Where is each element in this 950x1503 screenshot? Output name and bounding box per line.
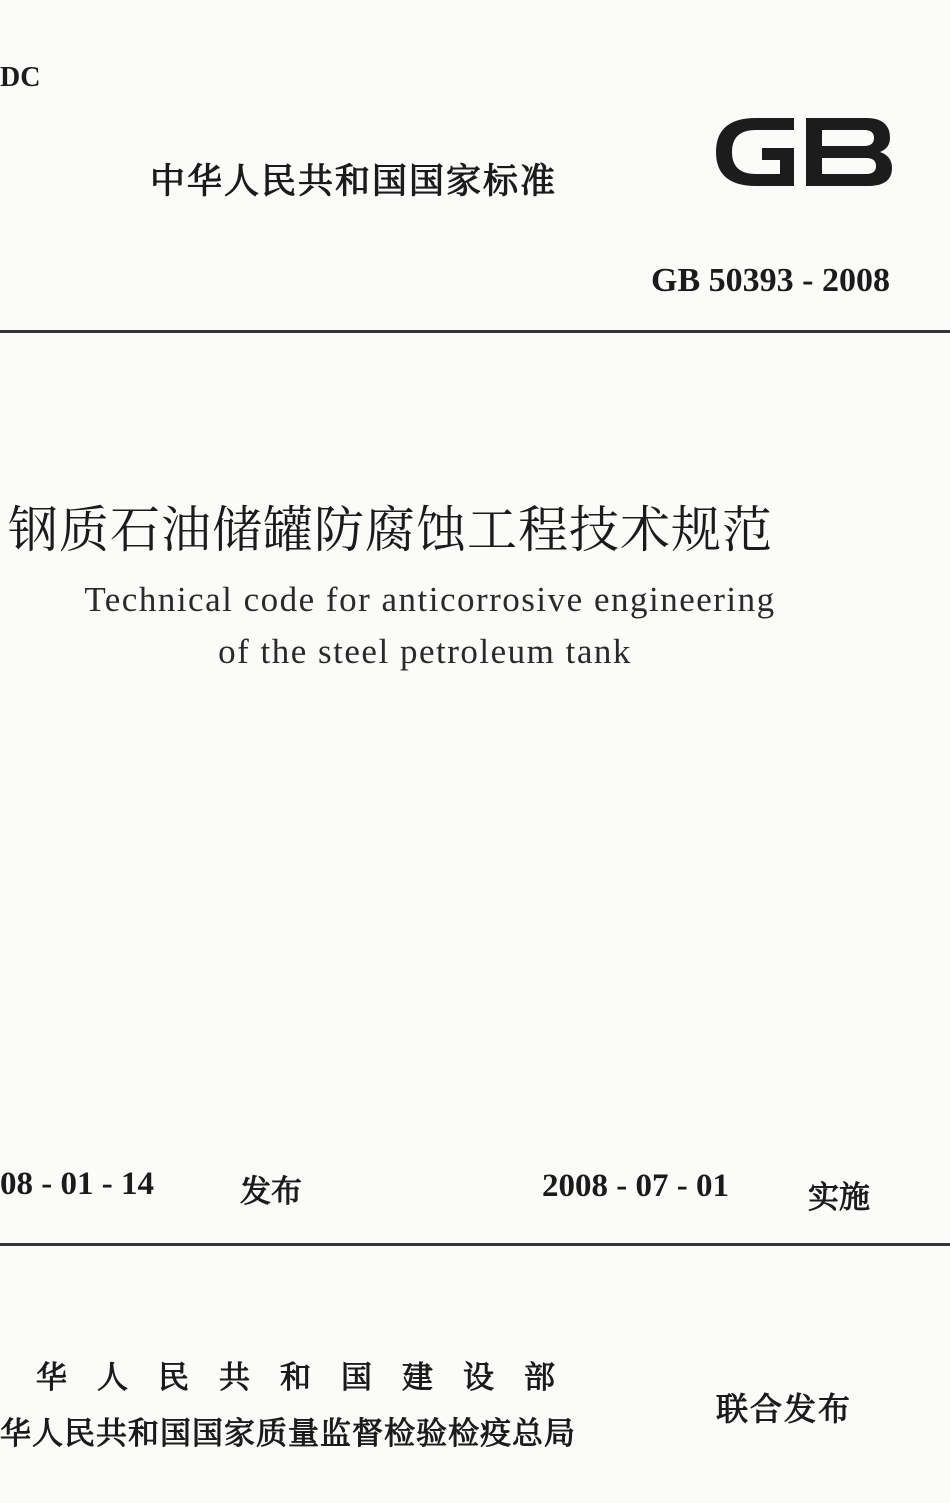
gb-logo-icon bbox=[706, 104, 896, 200]
standard-number: GB 50393 - 2008 bbox=[651, 262, 890, 299]
publisher-aqsiq: 华人民共和国国家质量监督检验检疫总局 bbox=[0, 1416, 576, 1452]
implement-label: 实施 bbox=[808, 1180, 870, 1216]
issue-label: 发布 bbox=[240, 1174, 302, 1210]
gb-logo bbox=[706, 104, 896, 200]
corner-code: DC bbox=[0, 62, 41, 93]
english-title-line2: of the steel petroleum tank bbox=[218, 632, 632, 671]
joint-publish-label: 联合发布 bbox=[716, 1390, 853, 1428]
implement-date: 2008 - 07 - 01 bbox=[542, 1168, 729, 1204]
chinese-title: 钢质石油储罐防腐蚀工程技术规范 bbox=[8, 501, 773, 559]
standard-title: 中华人民共和国国家标准 bbox=[150, 162, 558, 202]
publisher-ministry: 华人民共和国建设部 bbox=[36, 1360, 585, 1396]
english-title-line1: Technical code for anticorrosive engineering bbox=[84, 580, 776, 619]
issue-date: 08 - 01 - 14 bbox=[0, 1166, 154, 1202]
bottom-divider bbox=[0, 1243, 950, 1246]
top-divider bbox=[0, 330, 950, 333]
